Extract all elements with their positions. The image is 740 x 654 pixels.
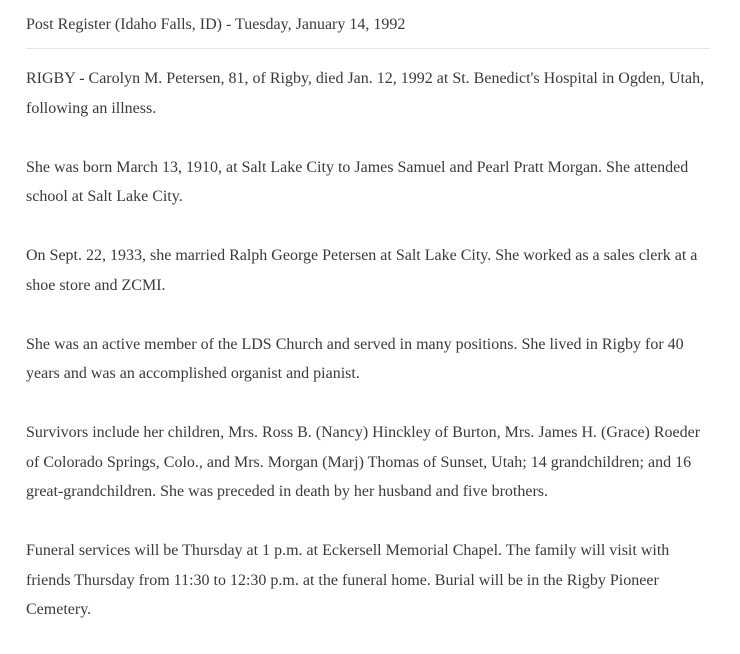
paragraph-birth: She was born March 13, 1910, at Salt Lake City to James Samuel and Pearl Pratt Morgan. She attended school at Salt Lake City. — [26, 158, 689, 205]
paragraph-survivors: Survivors include her children, Mrs. Ross B. (Nancy) Hinckley of Burton, Mrs. James H. (Grace) Roeder of Colorado Springs, Colo., and Mrs. Morgan (Marj) Thomas of Sunset, Utah; 14 grandchildren; and 16 great-grandchildren. She was preceded in death by her husband and five brothers. — [26, 424, 701, 500]
paragraph-church: She was an active member of the LDS Church and served in many positions. She lived in Rigby for 40 years and was an accomplished organist and pianist. — [26, 335, 684, 382]
obituary-article — [26, 64, 710, 625]
paragraph-death-notice: RIGBY - Carolyn M. Petersen, 81, of Rigby, died Jan. 12, 1992 at St. Benedict's Hospital in Ogden, Utah, following an illness. — [26, 70, 705, 117]
paragraph-marriage: On Sept. 22, 1933, she married Ralph George Petersen at Salt Lake City. She worked as a sales clerk at a shoe store and ZCMI. — [26, 247, 698, 294]
source-line: Post Register (Idaho Falls, ID) - Tuesday, January 14, 1992 — [26, 14, 710, 49]
paragraph-funeral: Funeral services will be Thursday at 1 p.m. at Eckersell Memorial Chapel. The family will visit with friends Thursday from 11:30 to 12:30 p.m. at the funeral home. Burial will be in the Rigby Pioneer Cemetery. — [26, 542, 670, 618]
